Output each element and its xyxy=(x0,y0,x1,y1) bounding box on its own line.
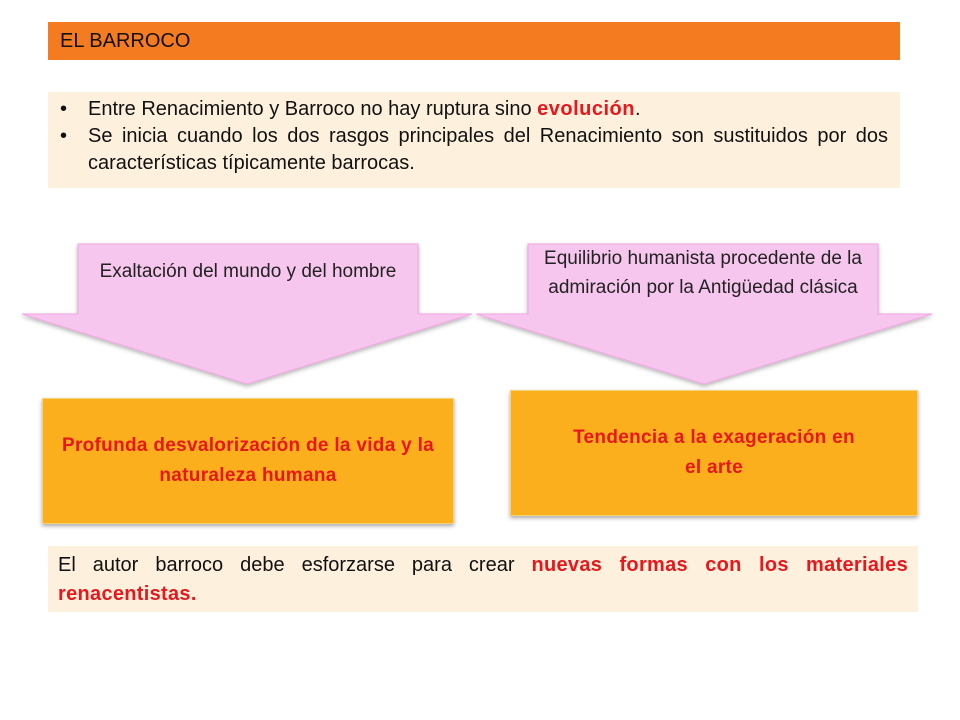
bullet-text: Entre Renacimiento y Barroco no hay ruptura sino xyxy=(88,98,538,120)
result-box-devaluation xyxy=(42,398,454,524)
result-devaluation-label: Profunda desvalorización de la vida y la naturaleza humana xyxy=(61,435,435,486)
slide-title-bar xyxy=(48,22,900,60)
evolution-highlight: evolución xyxy=(537,98,635,120)
bullet-text: Se inicia cuando los dos rasgos principales del Renacimiento son sustituidos por dos características típicamente barrocas. xyxy=(88,125,888,174)
bullet-end: . xyxy=(634,98,641,120)
intro-bullet-evolution xyxy=(60,96,888,123)
arrow-left xyxy=(22,244,472,386)
conclusion-text: El autor barroco debe esforzarse para crear xyxy=(58,554,532,576)
intro-bullet-list xyxy=(60,96,888,177)
conclusion-highlight: nuevas formas con los materiales renacentistas. xyxy=(58,554,908,605)
intro-bullet-substitution xyxy=(60,123,888,177)
arrow-left-label: Exaltación del mundo y del hombre xyxy=(99,261,397,282)
conclusion-panel xyxy=(48,546,918,612)
arrow-right-label: Equilibrio humanista procedente de la admiración por la Antigüedad clásica xyxy=(544,248,862,298)
intro-panel xyxy=(48,92,900,188)
result-exaggeration-label: Tendencia a la exageración en el arte xyxy=(573,427,855,478)
result-box-exaggeration xyxy=(510,390,918,516)
arrow-right xyxy=(476,244,932,386)
slide-title: EL BARROCO xyxy=(60,29,191,52)
